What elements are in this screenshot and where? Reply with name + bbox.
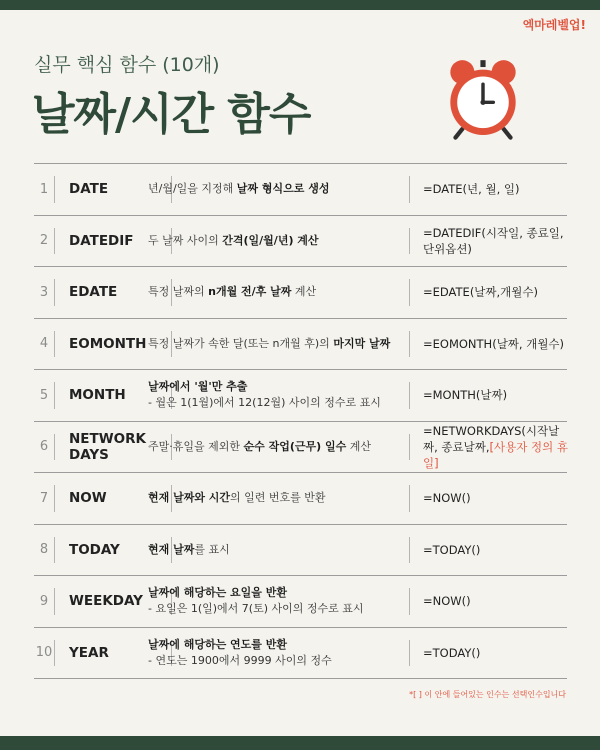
description-detail: - 연도는 1900에서 9999 사이의 정수 — [148, 653, 332, 667]
column-divider — [409, 588, 410, 615]
function-syntax — [423, 422, 573, 473]
row-number: 7 — [39, 490, 49, 506]
column-divider — [54, 279, 55, 306]
table-row — [34, 525, 567, 577]
description-segment: 를 표시 — [194, 542, 230, 556]
description-segment: 날짜에서 '월'만 추출 — [148, 380, 248, 394]
function-description — [148, 319, 393, 370]
description-segment: 특정 날짜가 속한 달(또는 n개월 후)의 — [148, 336, 334, 350]
function-description — [148, 628, 393, 679]
function-syntax — [423, 525, 573, 576]
bottom-bar — [0, 736, 600, 750]
column-divider — [409, 485, 410, 512]
description-segment: 날짜에 해당하는 요일을 반환 — [148, 586, 287, 600]
function-syntax — [423, 576, 573, 627]
column-divider — [409, 228, 410, 255]
column-divider — [54, 228, 55, 255]
page-title: 날짜/시간 함수 — [32, 89, 311, 140]
table-row — [34, 473, 567, 525]
footnote: *[ ] 이 안에 들어있는 인수는 선택인수입니다 — [409, 690, 566, 699]
brand-label: 엑마레벨업! — [522, 18, 586, 32]
column-divider — [54, 588, 55, 615]
optional-argument: [사용자 정의 휴일] — [423, 439, 568, 470]
column-divider — [409, 382, 410, 409]
column-divider — [409, 640, 410, 667]
function-description — [148, 164, 393, 215]
function-name: DATEDIF — [69, 232, 134, 249]
column-divider — [54, 331, 55, 358]
row-number: 5 — [39, 387, 49, 403]
column-divider — [54, 382, 55, 409]
function-name: MONTH — [69, 387, 126, 404]
table-row — [34, 576, 567, 628]
table-row — [34, 216, 567, 268]
description-detail: - 요일은 1(일)에서 7(토) 사이의 정수로 표시 — [148, 602, 364, 616]
function-description — [148, 422, 393, 473]
function-description — [148, 267, 393, 318]
row-number: 6 — [39, 439, 49, 455]
description-segment: 계산 — [346, 439, 371, 453]
syntax-text: =MONTH(날짜) — [423, 388, 508, 403]
top-bar — [0, 0, 600, 10]
column-divider — [409, 331, 410, 358]
function-name: NOW — [69, 490, 107, 507]
row-number: 2 — [39, 233, 49, 249]
column-divider — [409, 279, 410, 306]
table-row — [34, 422, 567, 474]
description-segment: 간격(일/월/년) 계산 — [222, 233, 319, 247]
function-description — [148, 576, 393, 627]
function-name: TODAY — [69, 541, 120, 558]
row-number: 8 — [39, 542, 49, 558]
function-description — [148, 473, 393, 524]
function-syntax — [423, 216, 573, 267]
syntax-text: =DATE(년, 월, 일) — [423, 182, 520, 197]
syntax-text: =TODAY() — [423, 645, 481, 660]
function-description — [148, 525, 393, 576]
description-segment: 현재 날짜와 시간 — [148, 491, 231, 505]
column-divider — [409, 176, 410, 203]
column-divider — [54, 176, 55, 203]
description-segment: n개월 전/후 날짜 — [208, 285, 292, 299]
description-segment: 계산 — [291, 285, 317, 299]
description-segment: 두 날짜 사이의 — [148, 233, 223, 247]
column-divider — [409, 537, 410, 564]
function-syntax — [423, 628, 573, 679]
description-segment: 주말·휴일을 제외한 — [148, 439, 244, 453]
function-syntax — [423, 319, 573, 370]
description-detail: - 월은 1(1월)에서 12(12월) 사이의 정수로 표시 — [148, 396, 381, 410]
column-divider — [409, 434, 410, 461]
description-segment: 특정 날짜의 — [148, 285, 209, 299]
column-divider — [54, 485, 55, 512]
description-segment: 날짜 형식으로 생성 — [236, 182, 330, 196]
column-divider — [54, 434, 55, 461]
function-name: DATE — [69, 181, 109, 198]
syntax-text: =DATEDIF(시작일, 종료일, 단위옵션) — [423, 225, 564, 256]
table-row — [34, 370, 567, 422]
table-row — [34, 628, 567, 680]
syntax-text: =NOW() — [423, 594, 471, 609]
syntax-text: =EOMONTH(날짜, 개월수) — [423, 336, 565, 351]
syntax-text: =TODAY() — [423, 542, 481, 557]
function-name: YEAR — [69, 644, 109, 661]
table-row — [34, 319, 567, 371]
row-number: 1 — [39, 181, 49, 197]
description-segment: 순수 작업(근무) 일수 — [243, 439, 347, 453]
page-subtitle: 실무 핵심 함수 (10개) — [34, 54, 220, 76]
function-syntax — [423, 370, 573, 421]
description-segment: 마지막 날짜 — [333, 336, 391, 350]
syntax-text: =NETWORKDAYS(시작날짜, 종료날짜, — [423, 423, 560, 454]
row-number: 3 — [39, 284, 49, 300]
row-number: 10 — [35, 645, 53, 661]
row-number: 4 — [39, 336, 49, 352]
table-row — [34, 267, 567, 319]
function-name: EOMONTH — [69, 335, 147, 352]
description-segment: 년/월/일을 지정해 — [148, 182, 237, 196]
function-description — [148, 370, 393, 421]
function-syntax — [423, 267, 573, 318]
table-row — [34, 164, 567, 216]
syntax-text: =EDATE(날짜,개월수) — [423, 285, 538, 300]
column-divider — [54, 640, 55, 667]
description-segment: 현재 날짜 — [148, 542, 195, 556]
description-segment: 의 일련 번호를 반환 — [230, 491, 326, 505]
function-name: NETWORK DAYS — [69, 430, 146, 463]
row-number: 9 — [39, 593, 49, 609]
column-divider — [54, 537, 55, 564]
syntax-text: =NOW() — [423, 491, 471, 506]
description-segment: 날짜에 해당하는 연도를 반환 — [148, 637, 287, 651]
function-description — [148, 216, 393, 267]
function-syntax — [423, 473, 573, 524]
function-table — [34, 163, 567, 679]
alarm-clock-icon — [440, 55, 526, 141]
function-syntax — [423, 164, 573, 215]
function-name: WEEKDAY — [69, 593, 143, 610]
function-name: EDATE — [69, 284, 118, 301]
